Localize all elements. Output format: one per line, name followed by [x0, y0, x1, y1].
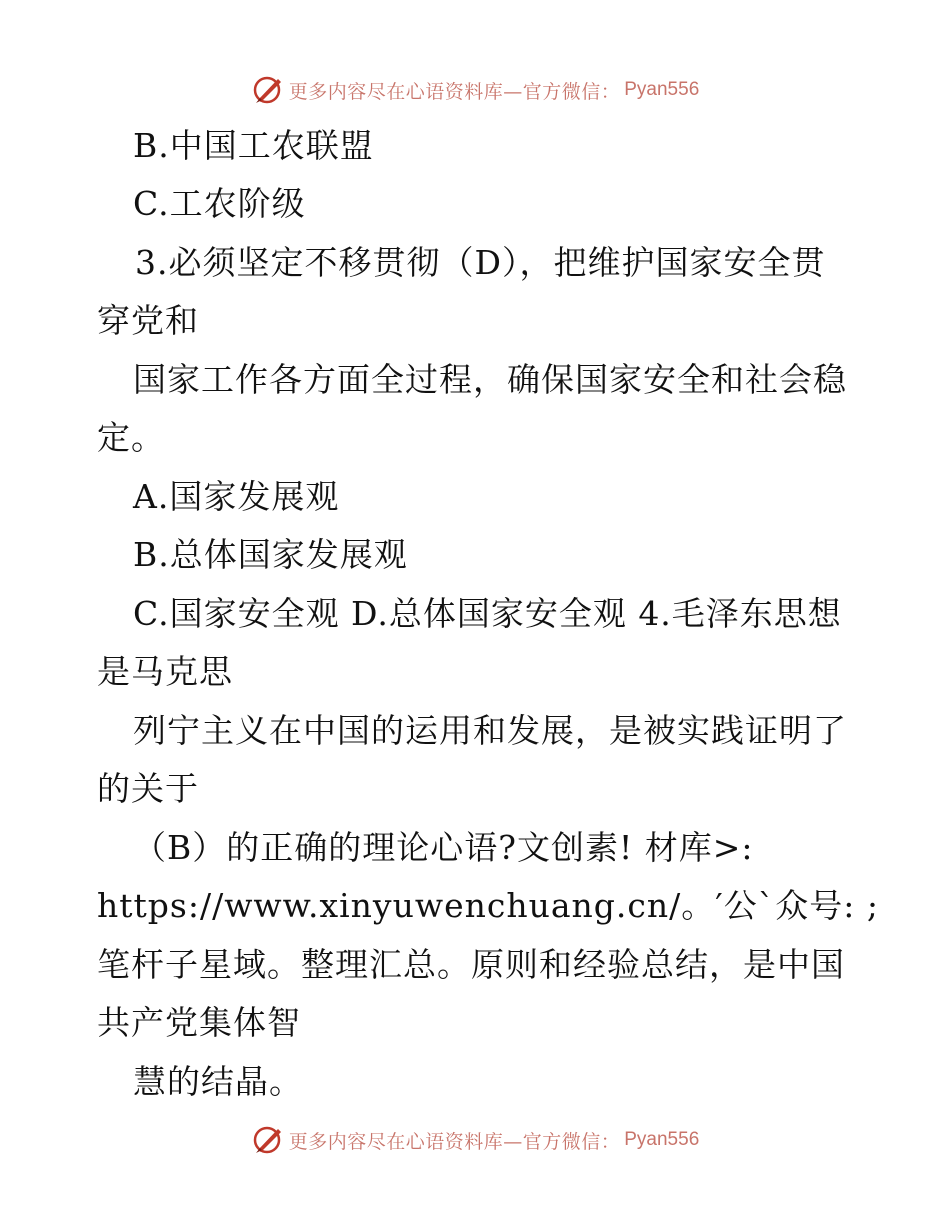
banner-text: 更多内容尽在心语资料库—官方微信：: [288, 1130, 621, 1153]
summary-end: 慧的结晶。: [133, 1062, 303, 1101]
option-c-line: C.工农阶级: [133, 184, 306, 223]
question-4-paragraph-end: 的关于: [97, 769, 199, 808]
source-summary-line: 笔杆子星域。整理汇总。原则和经验总结，是中国: [97, 945, 845, 984]
url-line: https://www.xinyuwenchuang.cn/。′公`众号: ;: [97, 886, 879, 925]
option-b-line: B.中国工农联盟: [133, 126, 374, 165]
banner-text: 更多内容尽在心语资料库—官方微信：: [288, 80, 621, 103]
answer-b-line: （B）的正确的理论心语?文创素! 材库>:: [133, 828, 754, 867]
quill-pen-logo-icon: [251, 1123, 285, 1157]
question-3-paragraph-end: 定。: [97, 418, 165, 457]
option-c-d-question-4-line: C.国家安全观 D.总体国家安全观 4.毛泽东思想: [133, 594, 842, 633]
footer-banner: [0, 1120, 950, 1160]
summary-continuation: 共产党集体智: [97, 1003, 301, 1042]
question-4-paragraph-line: 列宁主义在中国的运用和发展，是被实践证明了: [133, 711, 847, 750]
question-3-paragraph-line: 国家工作各方面全过程，确保国家安全和社会稳: [133, 360, 847, 399]
question-4-continuation: 是马克思: [97, 652, 233, 691]
option-b-line-2: B.总体国家发展观: [133, 535, 408, 574]
question-3-line: 3.必须坚定不移贯彻（D），把维护国家安全贯: [135, 243, 826, 282]
question-3-continuation: 穿党和: [97, 301, 199, 340]
banner-wechat-id: Pyan556: [624, 1129, 700, 1150]
option-a-line: A.国家发展观: [133, 477, 340, 516]
banner-wechat-id: Pyan556: [624, 79, 700, 100]
